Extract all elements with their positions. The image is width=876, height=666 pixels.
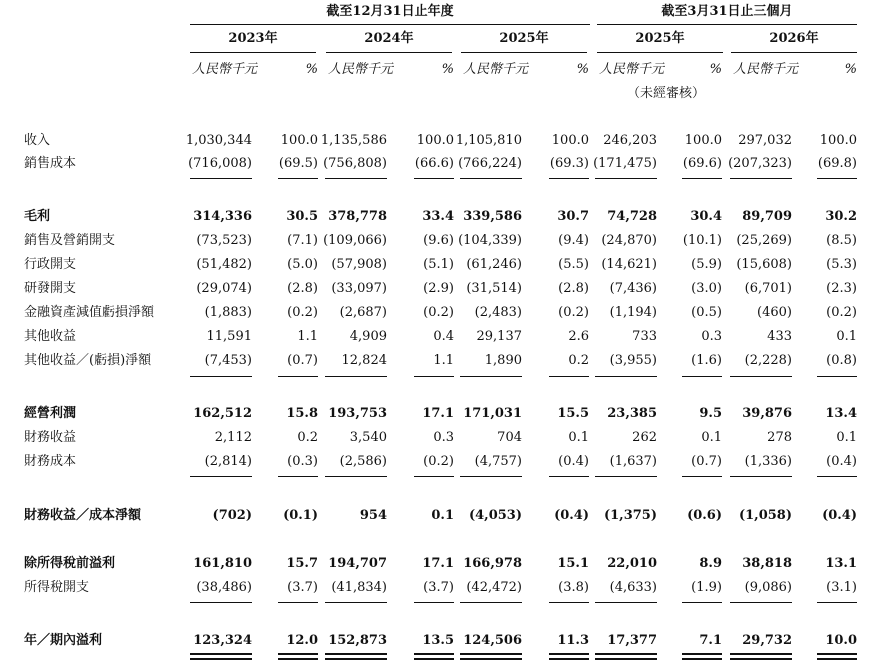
row-label: 毛利 <box>24 209 51 224</box>
subtotal-rule-amount <box>730 602 792 603</box>
total-double-rule-amount <box>595 653 657 660</box>
percent-cell: (3.1) <box>826 580 857 595</box>
percent-cell: (9.6) <box>423 233 454 248</box>
amount-cell: (3,955) <box>609 353 657 368</box>
subtotal-rule-percent <box>549 376 589 377</box>
percent-cell: (3.8) <box>558 580 589 595</box>
row-label: 金融資產減值虧損淨額 <box>24 305 155 320</box>
percent-cell: 0.1 <box>836 430 857 445</box>
percent-cell: 0.1 <box>836 329 857 344</box>
amount-cell: (1,637) <box>609 454 657 469</box>
currency-unit-label: 人民幣千元 <box>192 62 258 77</box>
row-label: 銷售成本 <box>24 156 77 171</box>
period-header-rule <box>326 52 452 53</box>
percent-cell: 100.0 <box>551 133 589 148</box>
percent-cell: 2.6 <box>568 329 589 344</box>
subtotal-rule-amount <box>730 376 792 377</box>
subtotal-rule-percent <box>817 602 857 603</box>
amount-cell: 378,778 <box>328 209 387 224</box>
total-double-rule-percent <box>414 653 454 660</box>
amount-cell: 3,540 <box>349 430 387 445</box>
group-header-year: 截至12月31日止年度 <box>326 4 454 19</box>
amount-cell: (4,053) <box>468 508 522 523</box>
currency-unit-label: 人民幣千元 <box>328 62 394 77</box>
percent-cell: 0.1 <box>431 508 454 523</box>
row-label: 財務收益／成本淨額 <box>24 508 142 523</box>
percent-cell: 15.8 <box>286 406 318 421</box>
percent-cell: (5.3) <box>826 257 857 272</box>
amount-cell: 22,010 <box>607 556 657 571</box>
amount-cell: (1,336) <box>744 454 792 469</box>
period-year-header: 2026年 <box>769 31 819 46</box>
row-label: 年／期內溢利 <box>24 633 103 648</box>
amount-cell: 1,030,344 <box>185 133 252 148</box>
percent-unit-label: % <box>305 62 318 77</box>
subtotal-rule-percent <box>414 376 454 377</box>
row-label: 經營利潤 <box>24 406 77 421</box>
percent-cell: (5.9) <box>691 257 722 272</box>
amount-cell: (33,097) <box>331 281 387 296</box>
amount-cell: (51,482) <box>196 257 252 272</box>
percent-cell: 30.5 <box>286 209 318 224</box>
row-label: 所得稅開支 <box>24 580 90 595</box>
percent-cell: 1.1 <box>297 329 318 344</box>
percent-cell: (0.2) <box>287 305 318 320</box>
row-label: 其他收益／(虧損)淨額 <box>24 353 152 368</box>
amount-cell: 297,032 <box>738 133 792 148</box>
subtotal-rule-amount <box>190 476 252 477</box>
percent-unit-label: % <box>441 62 454 77</box>
subtotal-rule-percent <box>682 178 722 179</box>
amount-cell: (61,246) <box>466 257 522 272</box>
amount-cell: (1,375) <box>603 508 657 523</box>
percent-cell: (0.4) <box>554 508 589 523</box>
amount-cell: 194,707 <box>328 556 387 571</box>
total-double-rule-amount <box>460 653 522 660</box>
row-label: 除所得稅前溢利 <box>24 556 116 571</box>
amount-cell: 246,203 <box>603 133 657 148</box>
group-rule-quarter <box>597 24 857 25</box>
subtotal-rule-amount <box>190 376 252 377</box>
amount-cell: (716,008) <box>188 156 252 171</box>
subtotal-rule-percent <box>414 178 454 179</box>
subtotal-rule-percent <box>414 476 454 477</box>
amount-cell: (38,486) <box>196 580 252 595</box>
percent-cell: (0.4) <box>558 454 589 469</box>
period-header-rule <box>461 52 587 53</box>
subtotal-rule-amount <box>595 476 657 477</box>
percent-cell: 30.2 <box>825 209 857 224</box>
percent-cell: (66.6) <box>414 156 454 171</box>
amount-cell: 12,824 <box>341 353 387 368</box>
percent-cell: (0.7) <box>691 454 722 469</box>
percent-cell: 9.5 <box>699 406 722 421</box>
row-label: 銷售及營銷開支 <box>24 233 116 248</box>
amount-cell: (14,621) <box>601 257 657 272</box>
total-double-rule-percent <box>549 653 589 660</box>
amount-cell: 433 <box>767 329 792 344</box>
amount-cell: 314,336 <box>193 209 252 224</box>
amount-cell: (4,757) <box>474 454 522 469</box>
group-header-quarter: 截至3月31日止三個月 <box>661 4 793 19</box>
percent-cell: 17.1 <box>422 556 454 571</box>
percent-cell: (2.8) <box>558 281 589 296</box>
percent-cell: (0.2) <box>558 305 589 320</box>
percent-cell: 0.4 <box>433 329 454 344</box>
amount-cell: (57,908) <box>331 257 387 272</box>
percent-cell: (69.8) <box>817 156 857 171</box>
amount-cell: 152,873 <box>328 633 387 648</box>
subtotal-rule-amount <box>325 376 387 377</box>
amount-cell: (1,883) <box>204 305 252 320</box>
amount-cell: (7,453) <box>204 353 252 368</box>
row-label: 研發開支 <box>24 281 77 296</box>
percent-cell: 12.0 <box>286 633 318 648</box>
amount-cell: 278 <box>767 430 792 445</box>
amount-cell: (2,814) <box>204 454 252 469</box>
percent-cell: (0.7) <box>287 353 318 368</box>
percent-cell: 10.0 <box>825 633 857 648</box>
currency-unit-label: 人民幣千元 <box>599 62 665 77</box>
period-year-header: 2023年 <box>228 31 278 46</box>
amount-cell: (109,066) <box>323 233 387 248</box>
amount-cell: 733 <box>632 329 657 344</box>
percent-cell: (0.2) <box>826 305 857 320</box>
percent-cell: (0.5) <box>691 305 722 320</box>
subtotal-rule-amount <box>595 178 657 179</box>
percent-cell: (3.7) <box>423 580 454 595</box>
amount-cell: 11,591 <box>206 329 252 344</box>
amount-cell: 161,810 <box>193 556 252 571</box>
amount-cell: (171,475) <box>593 156 657 171</box>
amount-cell: 39,876 <box>742 406 792 421</box>
percent-cell: (5.0) <box>287 257 318 272</box>
amount-cell: 29,137 <box>476 329 522 344</box>
percent-cell: 100.0 <box>416 133 454 148</box>
percent-cell: 1.1 <box>433 353 454 368</box>
amount-cell: (460) <box>757 305 792 320</box>
amount-cell: (9,086) <box>744 580 792 595</box>
percent-cell: (0.2) <box>423 305 454 320</box>
subtotal-rule-amount <box>325 178 387 179</box>
currency-unit-label: 人民幣千元 <box>463 62 529 77</box>
percent-cell: 17.1 <box>422 406 454 421</box>
subtotal-rule-amount <box>460 376 522 377</box>
row-label: 收入 <box>24 133 51 148</box>
percent-cell: (10.1) <box>682 233 722 248</box>
percent-cell: 30.4 <box>690 209 722 224</box>
amount-cell: (756,808) <box>323 156 387 171</box>
percent-cell: (8.5) <box>826 233 857 248</box>
subtotal-rule-percent <box>817 376 857 377</box>
amount-cell: (25,269) <box>736 233 792 248</box>
percent-cell: (0.4) <box>826 454 857 469</box>
percent-cell: 13.1 <box>825 556 857 571</box>
percent-cell: 7.1 <box>699 633 722 648</box>
percent-cell: 100.0 <box>819 133 857 148</box>
percent-cell: 15.7 <box>286 556 318 571</box>
percent-cell: (1.9) <box>691 580 722 595</box>
subtotal-rule-percent <box>549 602 589 603</box>
amount-cell: (24,870) <box>601 233 657 248</box>
currency-unit-label: 人民幣千元 <box>733 62 799 77</box>
amount-cell: 954 <box>359 508 387 523</box>
percent-cell: (7.1) <box>287 233 318 248</box>
percent-cell: (0.6) <box>687 508 722 523</box>
amount-cell: (702) <box>212 508 252 523</box>
subtotal-rule-percent <box>682 476 722 477</box>
amount-cell: 29,732 <box>742 633 792 648</box>
percent-unit-label: % <box>844 62 857 77</box>
percent-cell: 0.1 <box>568 430 589 445</box>
amount-cell: (2,586) <box>339 454 387 469</box>
amount-cell: (207,323) <box>728 156 792 171</box>
percent-cell: (3.0) <box>691 281 722 296</box>
percent-cell: (0.3) <box>287 454 318 469</box>
percent-cell: (0.4) <box>822 508 857 523</box>
amount-cell: (4,633) <box>609 580 657 595</box>
percent-cell: (0.1) <box>283 508 318 523</box>
percent-cell: 0.2 <box>568 353 589 368</box>
amount-cell: (41,834) <box>331 580 387 595</box>
period-year-header: 2025年 <box>499 31 549 46</box>
amount-cell: 124,506 <box>463 633 522 648</box>
amount-cell: 4,909 <box>349 329 387 344</box>
percent-cell: (69.5) <box>278 156 318 171</box>
amount-cell: 2,112 <box>214 430 252 445</box>
period-header-rule <box>731 52 857 53</box>
subtotal-rule-percent <box>414 602 454 603</box>
percent-cell: 11.3 <box>557 633 589 648</box>
row-label: 其他收益 <box>24 329 77 344</box>
subtotal-rule-amount <box>460 476 522 477</box>
amount-cell: (2,483) <box>474 305 522 320</box>
percent-cell: 13.5 <box>422 633 454 648</box>
percent-cell: 30.7 <box>557 209 589 224</box>
amount-cell: 38,818 <box>742 556 792 571</box>
percent-cell: 33.4 <box>422 209 454 224</box>
row-label: 行政開支 <box>24 257 77 272</box>
subtotal-rule-amount <box>595 376 657 377</box>
row-label: 財務成本 <box>24 454 77 469</box>
percent-cell: (5.5) <box>558 257 589 272</box>
percent-cell: (0.2) <box>423 454 454 469</box>
amount-cell: (42,472) <box>466 580 522 595</box>
percent-cell: (1.6) <box>691 353 722 368</box>
subtotal-rule-percent <box>549 178 589 179</box>
subtotal-rule-amount <box>730 476 792 477</box>
amount-cell: (766,224) <box>458 156 522 171</box>
amount-cell: 339,586 <box>463 209 522 224</box>
percent-cell: 100.0 <box>280 133 318 148</box>
subtotal-rule-amount <box>730 178 792 179</box>
percent-cell: (0.8) <box>826 353 857 368</box>
amount-cell: (6,701) <box>744 281 792 296</box>
amount-cell: 262 <box>632 430 657 445</box>
percent-cell: (2.3) <box>826 281 857 296</box>
subtotal-rule-percent <box>278 476 318 477</box>
percent-cell: (2.9) <box>423 281 454 296</box>
amount-cell: 1,105,810 <box>455 133 522 148</box>
amount-cell: (1,058) <box>738 508 792 523</box>
amount-cell: 1,890 <box>484 353 522 368</box>
amount-cell: (1,194) <box>609 305 657 320</box>
period-year-header: 2025年 <box>635 31 685 46</box>
subtotal-rule-percent <box>278 178 318 179</box>
period-year-header: 2024年 <box>364 31 414 46</box>
subtotal-rule-amount <box>190 602 252 603</box>
subtotal-rule-percent <box>817 178 857 179</box>
percent-cell: (69.6) <box>682 156 722 171</box>
amount-cell: 171,031 <box>463 406 522 421</box>
period-header-rule <box>597 52 723 53</box>
period-header-rule <box>190 52 316 53</box>
total-double-rule-percent <box>278 653 318 660</box>
amount-cell: 23,385 <box>607 406 657 421</box>
percent-cell: (2.8) <box>287 281 318 296</box>
subtotal-rule-percent <box>278 376 318 377</box>
amount-cell: 193,753 <box>328 406 387 421</box>
percent-cell: 15.1 <box>557 556 589 571</box>
percent-cell: (69.3) <box>549 156 589 171</box>
percent-cell: 0.2 <box>297 430 318 445</box>
percent-unit-label: % <box>709 62 722 77</box>
percent-cell: 15.5 <box>557 406 589 421</box>
amount-cell: (73,523) <box>196 233 252 248</box>
percent-cell: (5.1) <box>423 257 454 272</box>
percent-cell: 0.3 <box>433 430 454 445</box>
amount-cell: (104,339) <box>458 233 522 248</box>
amount-cell: 123,324 <box>193 633 252 648</box>
percent-cell: (9.4) <box>558 233 589 248</box>
total-double-rule-percent <box>817 653 857 660</box>
total-double-rule-amount <box>325 653 387 660</box>
total-double-rule-amount <box>190 653 252 660</box>
subtotal-rule-amount <box>325 476 387 477</box>
amount-cell: 74,728 <box>607 209 657 224</box>
subtotal-rule-amount <box>325 602 387 603</box>
total-double-rule-amount <box>730 653 792 660</box>
percent-cell: 8.9 <box>699 556 722 571</box>
percent-cell: 0.3 <box>701 329 722 344</box>
amount-cell: (2,228) <box>744 353 792 368</box>
unaudited-note: （未經審核） <box>627 86 706 101</box>
amount-cell: 704 <box>497 430 522 445</box>
subtotal-rule-amount <box>460 178 522 179</box>
percent-cell: 100.0 <box>684 133 722 148</box>
percent-cell: (3.7) <box>287 580 318 595</box>
subtotal-rule-amount <box>595 602 657 603</box>
amount-cell: 1,135,586 <box>320 133 387 148</box>
percent-cell: 13.4 <box>825 406 857 421</box>
total-double-rule-percent <box>682 653 722 660</box>
amount-cell: (2,687) <box>339 305 387 320</box>
amount-cell: (31,514) <box>466 281 522 296</box>
row-label: 財務收益 <box>24 430 77 445</box>
subtotal-rule-amount <box>460 602 522 603</box>
amount-cell: 166,978 <box>463 556 522 571</box>
subtotal-rule-percent <box>549 476 589 477</box>
amount-cell: 162,512 <box>193 406 252 421</box>
subtotal-rule-amount <box>190 178 252 179</box>
subtotal-rule-percent <box>682 376 722 377</box>
percent-cell: 0.1 <box>701 430 722 445</box>
subtotal-rule-percent <box>278 602 318 603</box>
amount-cell: (29,074) <box>196 281 252 296</box>
subtotal-rule-percent <box>817 476 857 477</box>
amount-cell: 89,709 <box>742 209 792 224</box>
group-rule-year <box>190 24 590 25</box>
amount-cell: (7,436) <box>609 281 657 296</box>
percent-unit-label: % <box>576 62 589 77</box>
amount-cell: 17,377 <box>607 633 657 648</box>
amount-cell: (15,608) <box>736 257 792 272</box>
subtotal-rule-percent <box>682 602 722 603</box>
